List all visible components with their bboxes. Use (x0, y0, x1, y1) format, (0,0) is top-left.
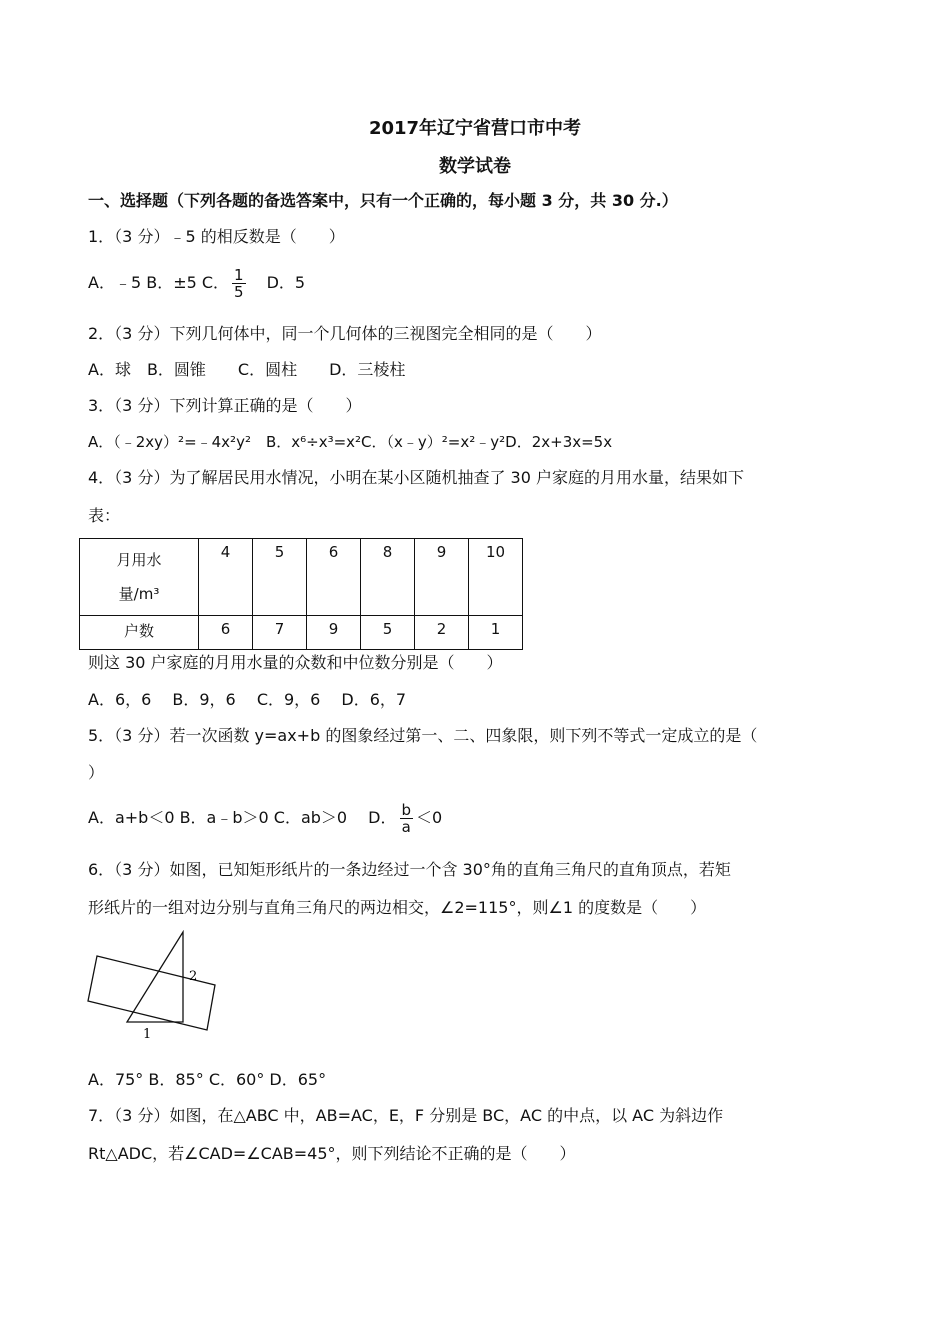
page-title: 2017年辽宁省营口市中考 (368, 118, 582, 139)
row1-label-a: 月用水 (116, 551, 162, 569)
q2-options: A．球 B．圆锥 C．圆柱 D．三棱柱 (88, 360, 406, 379)
q1-options-ab: A．﹣5 B．±5 C． (88, 273, 230, 292)
table-cell: 5 (253, 539, 307, 616)
q5-options (88, 798, 442, 838)
q5-frac-num: b (401, 800, 412, 819)
q1-stem: 1．（3 分）﹣5 的相反数是（ ） (88, 227, 345, 246)
q5-options-abc: A．a+b＜0 B．a﹣b＞0 C．ab＞0 D． (88, 808, 397, 827)
table-cell: 8 (361, 539, 415, 616)
q4-stem-line2: 表： (88, 506, 121, 525)
q4-question: 则这 30 户家庭的月用水量的众数和中位数分别是（ ） (88, 653, 503, 672)
table-cell: 6 (199, 616, 253, 650)
table-cell: 10 (469, 539, 523, 616)
section-heading: 一、选择题（下列各题的备选答案中，只有一个正确的，每小题 3 分，共 30 分.） (88, 191, 678, 210)
table-row (80, 539, 523, 616)
table-cell: 7 (253, 616, 307, 650)
q1-options (88, 263, 305, 303)
q6-stem-line2: 形纸片的一组对边分别与直角三角尺的两边相交，∠2=115°，则∠1 的度数是（ ） (88, 898, 707, 917)
table-header-cell (80, 539, 199, 616)
q7-stem-line1: 7．（3 分）如图，在△ABC 中，AB=AC，E，F 分别是 BC，AC 的中点，以 AC 为斜边作 (88, 1106, 724, 1125)
q4-options: A．6，6 B．9，6 C．9，6 D．6，7 (88, 690, 407, 709)
q3-options: A．（﹣2xy）²=﹣4x²y² B．x⁶÷x³=x²C．（x﹣y）²=x²﹣y²D．2x+3x=5x (88, 433, 613, 451)
q4-stem-line1: 4．（3 分）为了解居民用水情况，小明在某小区随机抽查了 30 户家庭的月用水量，结果如下 (88, 468, 744, 487)
table-cell: 1 (469, 616, 523, 650)
row1-label-b: 量/m³ (118, 585, 160, 603)
rectangle-triangle-figure (85, 930, 225, 1060)
table-cell: 2 (415, 616, 469, 650)
page-subtitle: 数学试卷 (439, 156, 511, 177)
q5-fraction (400, 802, 414, 835)
q5-frac-den: a (401, 817, 411, 836)
q5-option-d-tail: ＜0 (416, 808, 443, 827)
q7-stem-line2: Rt△ADC，若∠CAD=∠CAB=45°，则下列结论不正确的是（ ） (88, 1144, 576, 1163)
water-usage-table (79, 538, 523, 650)
paper-rectangle (88, 956, 215, 1030)
q5-stem-line2: ） (88, 763, 105, 782)
table-row (80, 616, 523, 650)
angle-1-label: 1 (143, 1027, 152, 1042)
table-cell: 4 (199, 539, 253, 616)
q6-options: A．75° B．85° C．60° D．65° (88, 1070, 327, 1089)
q1-fraction (232, 267, 246, 300)
table-cell: 9 (415, 539, 469, 616)
angle-2-label: 2 (189, 969, 198, 984)
q5-stem-line1: 5．（3 分）若一次函数 y=ax+b 的图象经过第一、二、四象限，则下列不等式一定成立的是（ (88, 726, 758, 745)
set-square-triangle (127, 932, 183, 1022)
table-header-cell: 户数 (80, 616, 199, 650)
q1-frac-num: 1 (234, 265, 244, 284)
q2-stem: 2．（3 分）下列几何体中，同一个几何体的三视图完全相同的是（ ） (88, 324, 602, 343)
q1-option-d: D．5 (266, 273, 306, 292)
table-cell: 9 (307, 616, 361, 650)
q3-stem: 3．（3 分）下列计算正确的是（ ） (88, 396, 362, 415)
table-cell: 5 (361, 616, 415, 650)
q1-frac-den: 5 (234, 282, 244, 301)
table-cell: 6 (307, 539, 361, 616)
q6-stem-line1: 6．（3 分）如图，已知矩形纸片的一条边经过一个含 30°角的直角三角尺的直角顶点，若矩 (88, 860, 731, 879)
